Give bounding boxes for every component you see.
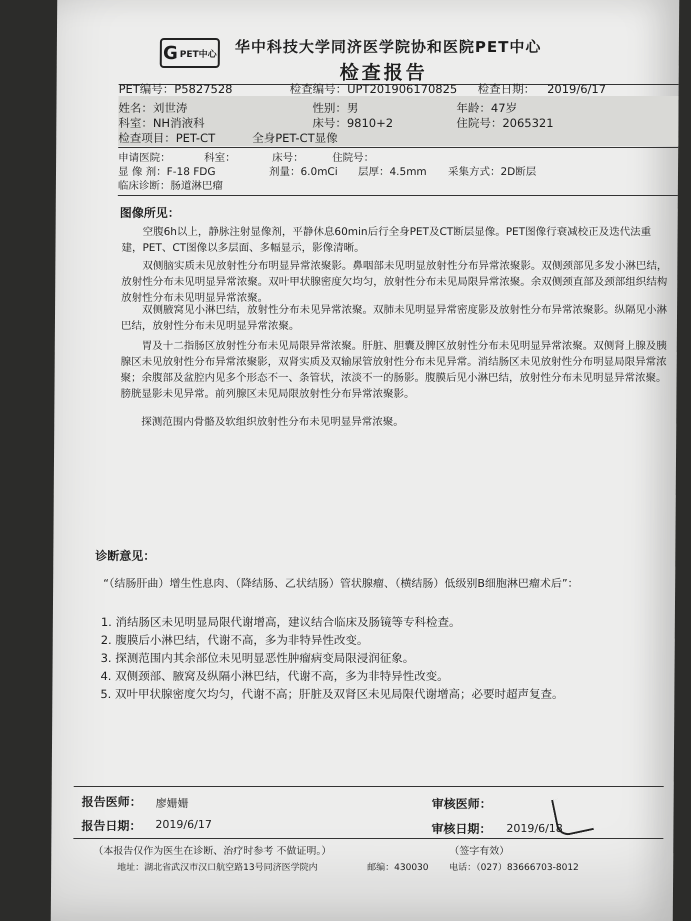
disclaimer: （本报告仅作为医生在诊断、治疗时参考 不做证明。） (93, 846, 332, 857)
imaging-agent: 显 像 剂：F-18 FDG (117, 166, 216, 178)
exam-item: 检查项目：PET-CT (118, 131, 216, 145)
diagnosis-item: 1. 消结肠区未见明显局限代谢增高，建议结合临床及肠镜等专科检查。 (100, 615, 461, 629)
diagnosis-item: 2. 腹膜后小淋巴结，代谢不高，多为非特异性改变。 (100, 633, 369, 647)
pet-no: PET编号：P5827528 (118, 82, 233, 96)
hospital-name: 华中科技大学同济医学院协和医院PET中心 (234, 38, 542, 56)
report-date: 2019/6/17 (155, 818, 212, 831)
patient-bed: 床号：9810+2 (312, 116, 394, 130)
info-rule (118, 147, 678, 148)
pet-center-logo (160, 38, 220, 68)
diagnosis-item: 3. 探测范围内其余部位未见明显恶性肿瘤病变局限浸润征象。 (100, 651, 415, 665)
phone: 电话：（027）83666703-8012 (449, 863, 579, 873)
findings-paragraph: 空腹6h以上，静脉注射显像剂，平静休息60min后行全身PET及CT断层显像。PET图像行衰减校正及迭代法重建，PET、CT图像以多层面、多幅显示，影像清晰。 (121, 226, 652, 254)
findings-paragraph: 探测范围内骨骼及软组织放射性分布未见明显异常浓聚。 (141, 416, 404, 428)
report-sheet (51, 0, 679, 921)
exam-item-desc: 全身PET-CT显像 (252, 131, 338, 145)
clinical-diagnosis: 临床诊断：肠道淋巴瘤 (117, 180, 223, 192)
referral-dept: 科室： (204, 152, 236, 164)
patient-sex: 性别：男 (312, 101, 359, 115)
exam-no: 检查编号：UPT201906170825 (289, 82, 458, 96)
patient-age: 年龄：47岁 (456, 101, 518, 115)
diagnosis-heading: 诊断意见： (95, 549, 156, 563)
review-doctor-label: 审核医师： (431, 797, 492, 811)
findings-rule (118, 195, 678, 196)
report-doctor-label: 报告医师： (81, 795, 142, 809)
signature-rule (74, 786, 664, 787)
findings-heading: 图像所见： (119, 206, 180, 220)
dose: 剂量：6.0mCi (268, 166, 338, 178)
review-date-label: 审核日期： (431, 822, 492, 836)
diagnosis-item: 4. 双侧颈部、腋窝及纵隔小淋巴结，代谢不高，多为非特异性改变。 (100, 669, 449, 683)
diagnosis-item: 5. 双叶甲状腺密度欠均匀，代谢不高；肝脏及双肾区未见局限代谢增高；必要时超声复查。 (100, 687, 564, 701)
patient-name: 姓名：刘世涛 (118, 101, 188, 115)
findings-paragraph: 双侧腋窝见小淋巴结，放射性分布未见异常浓聚。双肺未见明显异常密度影及放射性分布异常浓聚影。纵隔见小淋巴结，放射性分布未见明显异常浓聚。 (120, 304, 668, 332)
report-date-label: 报告日期： (81, 819, 142, 833)
exam-date: 检查日期： 2019/6/17 (477, 82, 607, 96)
referral-admission: 住院号： (332, 152, 375, 164)
admission-no: 住院号：2065321 (456, 116, 554, 130)
slice-thickness: 层厚：4.5mm (357, 166, 427, 178)
referral-hospital: 申请医院： (118, 152, 171, 164)
review-date: 2019/6/18 (506, 822, 563, 835)
signature-valid-note: （签字有效） (449, 846, 510, 857)
findings-paragraph: 双侧脑实质未见放射性分布明显异常浓聚影。鼻咽部未见明显放射性分布异常浓聚影。双侧颈部见多发小淋巴结，放射性分布未见明显异常浓聚。双叶甲状腺密度欠均匀，放射性分布未见局限异常浓聚。余双侧颈直部及颈部组织结构放射性分布未见明显异常浓聚。 (121, 260, 668, 304)
postcode: 邮编：430030 (367, 863, 429, 873)
diagnosis-intro: “（结肠肝曲）增生性息肉、（降结肠、乙状结肠）管状腺瘤、（横结肠）低级别B细胞淋巴瘤术后”： (103, 577, 579, 590)
logo-text: PET中心 (179, 49, 217, 60)
patient-dept: 科室：NH消液科 (118, 116, 205, 130)
acquisition-mode: 采集方式：2D断层 (447, 166, 537, 178)
report-title: 检查报告 (339, 62, 428, 84)
logo-mark-icon: G (162, 42, 178, 64)
findings-paragraph: 胃及十二指肠区放射性分布未见局限异常浓聚。肝脏、胆囊及脾区放射性分布未见明显异常浓聚。双侧肾上腺及胰腺区未见放射性分布异常浓聚影，双肾实质及双输尿管放射性分布未见异常。消结肠区未见放射性分布明显局限异常浓聚；余腹部及盆腔内见多个形态不一、条管状，浓淡不一的肠影。腹膜后见小淋巴结，放射性分布未见明显异常浓聚。膀胱显影未见异常。前列腺区未见局限放射性分布异常浓聚影。 (120, 340, 667, 400)
address: 地址：湖北省武汉市汉口航空路13号同济医学院内 (117, 863, 318, 873)
report-doctor: 廖姗姗 (155, 797, 189, 810)
referral-bed: 床号： (272, 152, 304, 164)
footer-rule (73, 838, 663, 839)
